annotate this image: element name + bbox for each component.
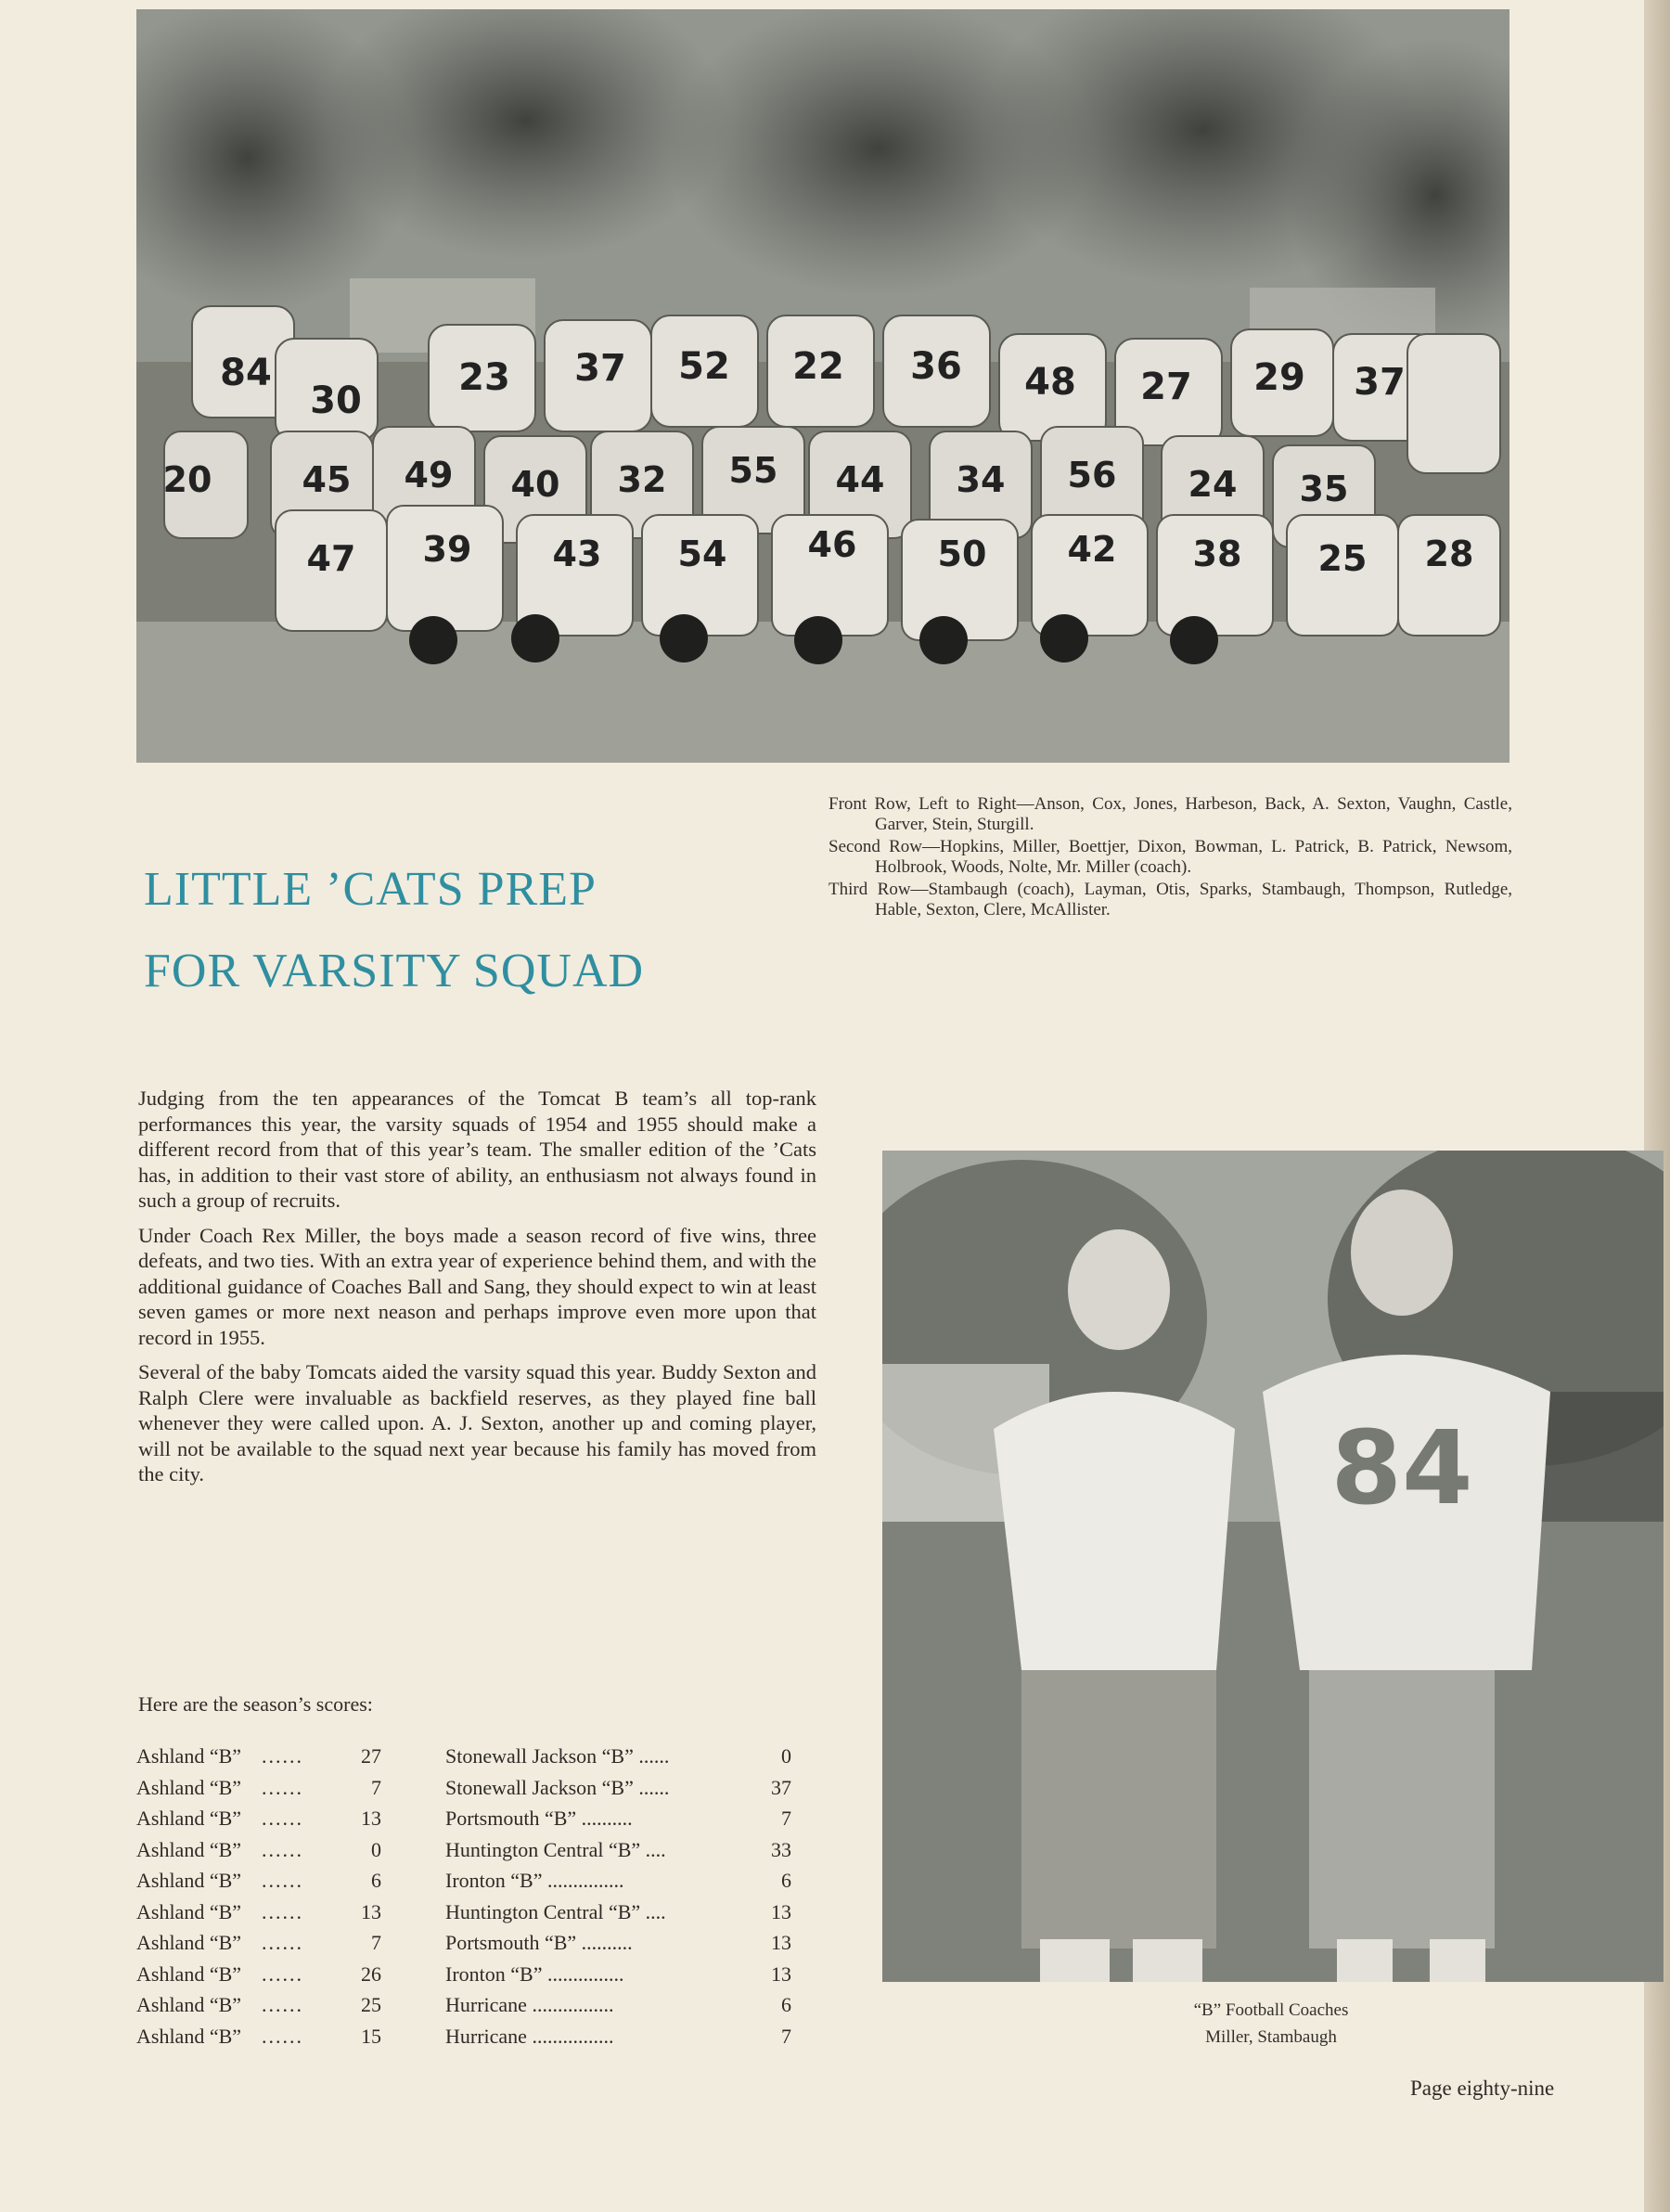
jersey-number: 27 bbox=[1140, 366, 1192, 408]
team-photo bbox=[136, 9, 1509, 763]
jersey-number: 35 bbox=[1299, 469, 1349, 509]
score-row bbox=[136, 1927, 823, 1959]
opponent: Huntington Central “B” .... bbox=[445, 1837, 666, 1861]
opponent: Hurricane ................ bbox=[445, 1993, 614, 2016]
season-scores bbox=[136, 1741, 823, 2051]
jersey-number: 39 bbox=[422, 529, 472, 570]
home-team: Ashland “B” bbox=[136, 2024, 242, 2048]
jersey-number: 44 bbox=[835, 459, 885, 500]
roster-third-row: Third Row—Stambaugh (coach), Layman, Otis, Sparks, Stambaugh, Thompson, Rutledge, Hable, Sexton, Clere, McAllister. bbox=[829, 880, 1512, 920]
score-row bbox=[136, 1803, 823, 1834]
opponent-score: 0 bbox=[781, 1744, 791, 1768]
opponent: Ironton “B” ............... bbox=[445, 1961, 624, 1986]
home-team: Ashland “B” bbox=[136, 1837, 242, 1861]
roster-second-row: Second Row—Hopkins, Miller, Boettjer, Dixon, Bowman, L. Patrick, B. Patrick, Newsom, Holbrook, Woods, Nolte, Mr. Miller (coach). bbox=[829, 837, 1512, 877]
leader-dots: ...... bbox=[262, 1899, 303, 1923]
opponent: Ironton “B” ............... bbox=[445, 1869, 624, 1892]
jersey-number: 40 bbox=[510, 464, 560, 505]
opponent-score: 13 bbox=[771, 1931, 791, 1954]
jersey-number: 37 bbox=[1354, 361, 1406, 404]
home-score: 13 bbox=[361, 1807, 381, 1830]
jersey-number: 29 bbox=[1253, 356, 1305, 399]
opponent: Stonewall Jackson “B” ...... bbox=[445, 1775, 670, 1799]
jersey-number: 84 bbox=[220, 352, 272, 394]
opponent-score: 7 bbox=[781, 2024, 791, 2048]
coaches-caption-line-1: “B” Football Coaches bbox=[1193, 2000, 1349, 2020]
score-row bbox=[136, 1989, 823, 2021]
page-headline bbox=[144, 849, 793, 1012]
opponent-score: 6 bbox=[781, 1993, 791, 2016]
opponent-score: 7 bbox=[781, 1807, 791, 1830]
score-row bbox=[136, 1865, 823, 1897]
score-row bbox=[136, 1741, 823, 1772]
jersey-number: 36 bbox=[910, 345, 962, 388]
opponent: Huntington Central “B” .... bbox=[445, 1899, 666, 1923]
jersey-number: 34 bbox=[956, 459, 1006, 500]
home-score: 15 bbox=[361, 2024, 381, 2048]
home-score: 27 bbox=[361, 1744, 381, 1768]
opponent: Portsmouth “B” .......... bbox=[445, 1931, 633, 1954]
team-photo-image bbox=[136, 9, 1509, 763]
opponent-score: 33 bbox=[771, 1837, 791, 1861]
leader-dots: ...... bbox=[262, 1775, 303, 1799]
leader-dots: ...... bbox=[262, 1837, 303, 1861]
roster-front-row: Front Row, Left to Right—Anson, Cox, Jones, Harbeson, Back, A. Sexton, Vaughn, Castle, Garver, Stein, Sturgill. bbox=[829, 794, 1512, 834]
jersey-number: 56 bbox=[1067, 455, 1117, 495]
home-team: Ashland “B” bbox=[136, 1807, 242, 1830]
jersey-number: 23 bbox=[458, 356, 510, 399]
jersey-number: 54 bbox=[677, 534, 727, 574]
leader-dots: ...... bbox=[262, 1961, 303, 1986]
home-score: 7 bbox=[371, 1775, 381, 1799]
home-team: Ashland “B” bbox=[136, 1993, 242, 2016]
leader-dots: ...... bbox=[262, 1869, 303, 1892]
jersey-number: 28 bbox=[1424, 534, 1474, 574]
jersey-number: 25 bbox=[1317, 538, 1368, 579]
score-row bbox=[136, 2021, 823, 2052]
jersey-number: 48 bbox=[1024, 361, 1076, 404]
jersey-number: 55 bbox=[728, 450, 778, 491]
jersey-number: 22 bbox=[792, 345, 844, 388]
article-paragraph: Several of the baby Tomcats aided the varsity squad this year. Buddy Sexton and Ralph Clere were invaluable as backfield reserves, as they played fine ball whenever they were called upon. A. J. Sexton, another up and coming player, will not be available to the squad next year because his family has moved from the city. bbox=[138, 1360, 816, 1485]
coaches-photo-image bbox=[882, 1151, 1664, 1982]
home-score: 25 bbox=[361, 1993, 381, 2016]
coaches-caption bbox=[1067, 1997, 1475, 2051]
roster-caption bbox=[829, 794, 1512, 922]
jersey-number: 38 bbox=[1192, 534, 1242, 574]
home-team: Ashland “B” bbox=[136, 1899, 242, 1923]
coaches-photo bbox=[882, 1151, 1664, 1982]
page-number: Page eighty-nine bbox=[1410, 2077, 1555, 2100]
opponent: Stonewall Jackson “B” ...... bbox=[445, 1744, 670, 1768]
score-row bbox=[136, 1834, 823, 1866]
opponent: Portsmouth “B” .......... bbox=[445, 1807, 633, 1830]
leader-dots: ...... bbox=[262, 1807, 303, 1830]
coach-jersey-number: 84 bbox=[1330, 1408, 1473, 1527]
jersey-number: 37 bbox=[574, 347, 626, 390]
home-score: 7 bbox=[371, 1931, 381, 1954]
opponent-score: 37 bbox=[771, 1775, 791, 1799]
opponent: Hurricane ................ bbox=[445, 2024, 614, 2048]
scores-intro: Here are the season’s scores: bbox=[138, 1692, 373, 1716]
home-team: Ashland “B” bbox=[136, 1961, 242, 1986]
score-row bbox=[136, 1959, 823, 1990]
article-paragraph: Under Coach Rex Miller, the boys made a season record of five wins, three defeats, and two ties. With an extra year of experience behind them, and with the additional guidance of Coaches Ball and Sang, they should expect to win at least seven games or more next neason and perhaps improve even more upon that record in 1955. bbox=[138, 1223, 816, 1349]
jersey-number: 30 bbox=[310, 379, 362, 422]
home-team: Ashland “B” bbox=[136, 1775, 242, 1799]
leader-dots: ...... bbox=[262, 1744, 303, 1768]
jersey-number: 20 bbox=[162, 459, 212, 500]
jersey-number: 43 bbox=[552, 534, 602, 574]
leader-dots: ...... bbox=[262, 2024, 303, 2048]
home-score: 0 bbox=[371, 1837, 381, 1861]
home-team: Ashland “B” bbox=[136, 1744, 242, 1768]
headline-line-1: LITTLE ’CATS PREP bbox=[144, 863, 597, 916]
jersey-number: 32 bbox=[617, 459, 667, 500]
jersey-number: 46 bbox=[807, 524, 857, 565]
leader-dots: ...... bbox=[262, 1931, 303, 1954]
home-score: 6 bbox=[371, 1869, 381, 1892]
home-score: 26 bbox=[361, 1961, 381, 1986]
coaches-caption-line-2: Miller, Stambaugh bbox=[1205, 2027, 1337, 2047]
opponent-score: 13 bbox=[771, 1899, 791, 1923]
article-paragraph: Judging from the ten appearances of the Tomcat B team’s all top-rank performances this year, the varsity squads of 1954 and 1955 should make a different record from that of this year’s team. The smaller edition of the ’Cats has, in addition to their vast store of ability, an enthusiasm not always found in such a group of recruits. bbox=[138, 1087, 816, 1212]
article-body bbox=[138, 1086, 816, 1497]
score-row bbox=[136, 1897, 823, 1928]
jersey-number: 45 bbox=[302, 459, 352, 500]
opponent-score: 6 bbox=[781, 1869, 791, 1892]
jersey-number: 47 bbox=[306, 538, 356, 579]
headline-line-2: FOR VARSITY SQUAD bbox=[144, 945, 645, 997]
home-team: Ashland “B” bbox=[136, 1931, 242, 1954]
opponent-score: 13 bbox=[771, 1961, 791, 1986]
leader-dots: ...... bbox=[262, 1993, 303, 2016]
jersey-number: 49 bbox=[404, 455, 454, 495]
home-team: Ashland “B” bbox=[136, 1869, 242, 1892]
jersey-number: 42 bbox=[1067, 529, 1117, 570]
jersey-number: 50 bbox=[937, 534, 987, 574]
score-row bbox=[136, 1772, 823, 1804]
jersey-number: 52 bbox=[678, 345, 730, 388]
jersey-number: 24 bbox=[1188, 464, 1238, 505]
home-score: 13 bbox=[361, 1899, 381, 1923]
